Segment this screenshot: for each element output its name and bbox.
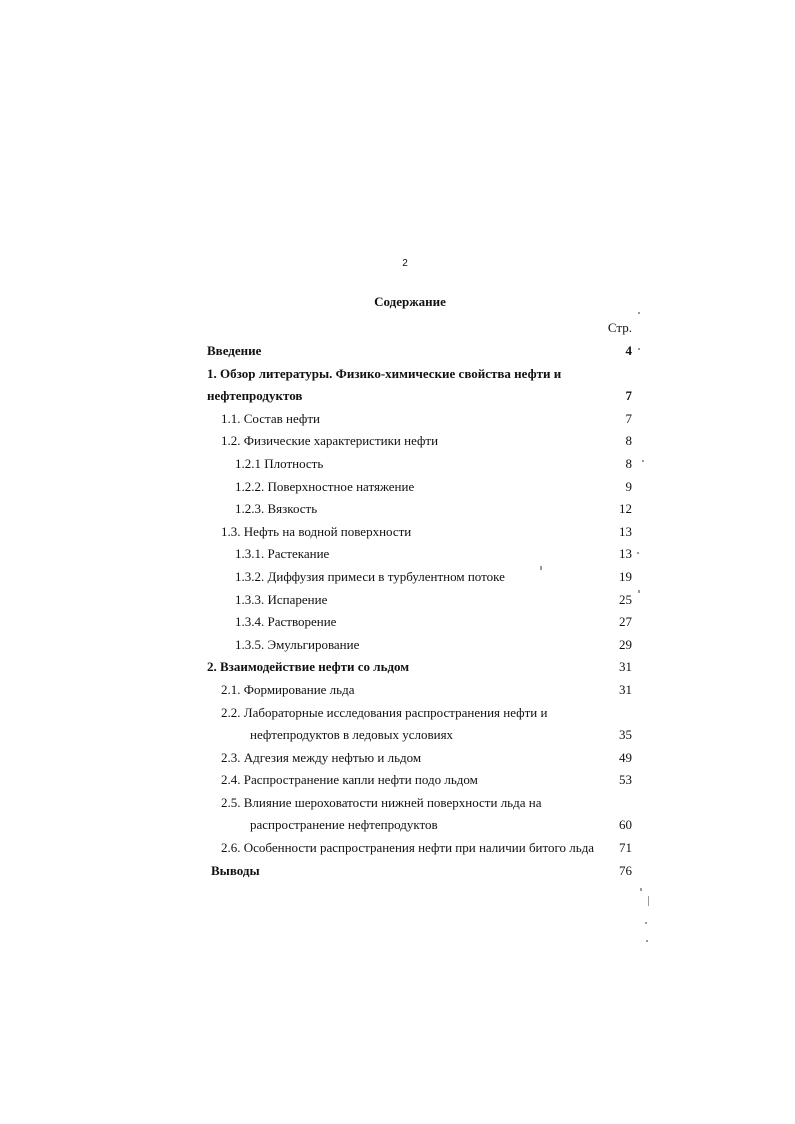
toc-entry-page: 31 xyxy=(619,659,632,675)
toc-entry-text: Введение xyxy=(207,343,262,358)
toc-row xyxy=(0,634,795,657)
toc-entry-text: 1.2.2. Поверхностное натяжение xyxy=(235,478,415,494)
toc-entry-text: 2.1. Формирование льда xyxy=(221,681,355,697)
toc-row-chapter-1 xyxy=(0,363,795,386)
toc-row xyxy=(0,769,795,792)
toc-entry-text: 1.3.5. Эмульгирование xyxy=(235,636,360,652)
toc-entry-page: 60 xyxy=(619,817,632,833)
toc-row xyxy=(0,679,795,702)
toc-entry-page: 9 xyxy=(625,478,632,494)
toc-entry-text: 2. Взаимодействие нефти со льдом xyxy=(207,659,410,675)
toc-entry-page: 7 xyxy=(625,410,632,426)
toc-entry-page: 25 xyxy=(619,591,632,607)
toc-row xyxy=(0,498,795,521)
toc-entry-page: 71 xyxy=(619,840,632,856)
toc-entry-text: 2.3. Адгезия между нефтью и льдом xyxy=(221,749,422,765)
toc-entry-text: 1.3.2. Диффузия примеси в турбулентном потоке xyxy=(235,568,505,584)
toc-entry-page: 19 xyxy=(619,568,632,584)
toc-row xyxy=(0,566,795,589)
toc-entry-page: 8 xyxy=(625,455,632,471)
toc-entry-text: 1.3.1. Растекание xyxy=(235,546,330,562)
toc-entry-text: 2.2. Лабораторные исследования распространения нефти и xyxy=(221,704,548,720)
toc-entry-page: 27 xyxy=(619,614,632,630)
toc-row xyxy=(0,589,795,612)
toc-entry-text: 1. Обзор литературы. Физико-химические свойства нефти и xyxy=(207,365,562,381)
toc-entry-text: 1.2.1 Плотность xyxy=(235,455,324,471)
toc-entry-page: 53 xyxy=(619,772,632,788)
toc-entry-page: 31 xyxy=(619,681,632,697)
toc-entry-page: 13 xyxy=(619,546,632,562)
toc-row xyxy=(0,611,795,634)
toc-entry-page: 35 xyxy=(619,727,632,743)
toc-entry-text: 1.2. Физические характеристики нефти xyxy=(221,433,439,449)
toc-row xyxy=(0,814,795,837)
toc-entry-text: 1.2.3. Вязкость xyxy=(235,501,318,517)
toc-row xyxy=(0,702,795,725)
toc-entry-text: нефтепродуктов xyxy=(207,388,303,404)
toc-row xyxy=(0,792,795,815)
toc-entry-page: 12 xyxy=(619,501,632,517)
toc-row-conclusions xyxy=(0,860,795,883)
toc-entry-text: Выводы xyxy=(211,862,260,878)
toc-entry-text: 1.3.3. Испарение xyxy=(235,591,328,607)
page-number: 2 xyxy=(402,258,408,269)
toc-row-chapter-1-cont xyxy=(0,385,795,408)
toc-row xyxy=(0,837,795,860)
toc-row xyxy=(0,521,795,544)
toc-entry-text: 1.3.4. Растворение xyxy=(235,614,337,630)
toc-entry-page: 49 xyxy=(619,749,632,765)
toc-row xyxy=(0,747,795,770)
toc-row-chapter-2 xyxy=(0,656,795,679)
toc-row xyxy=(0,724,795,747)
toc-entry-page: 76 xyxy=(619,862,632,878)
toc-row xyxy=(0,476,795,499)
toc-entry-page: 7 xyxy=(625,388,632,404)
toc-row xyxy=(0,453,795,476)
toc-row xyxy=(0,408,795,431)
toc-entry-text: 2.5. Влияние шероховатости нижней поверхности льда на xyxy=(221,794,542,810)
toc-entry-text: 1.1. Состав нефти xyxy=(221,410,320,426)
table-of-contents xyxy=(0,340,795,882)
toc-entry-page: 4 xyxy=(625,343,632,358)
toc-entry-page: 8 xyxy=(625,433,632,449)
toc-row xyxy=(0,430,795,453)
toc-entry-text: 2.4. Распространение капли нефти подо льдом xyxy=(221,772,478,788)
toc-title: Содержание xyxy=(374,294,446,309)
toc-entry-text: 2.6. Особенности распространения нефти при наличии битого льда xyxy=(221,840,595,856)
page-column-label: Стр. xyxy=(607,320,632,335)
toc-entry-page: 13 xyxy=(619,523,632,539)
toc-entry-text: распространение нефтепродуктов xyxy=(250,817,438,833)
toc-entry-page: 29 xyxy=(619,636,632,652)
toc-row xyxy=(0,543,795,566)
toc-entry-text: нефтепродуктов в ледовых условиях xyxy=(250,727,454,743)
toc-row-introduction xyxy=(0,340,795,363)
toc-entry-text: 1.3. Нефть на водной поверхности xyxy=(221,523,412,539)
